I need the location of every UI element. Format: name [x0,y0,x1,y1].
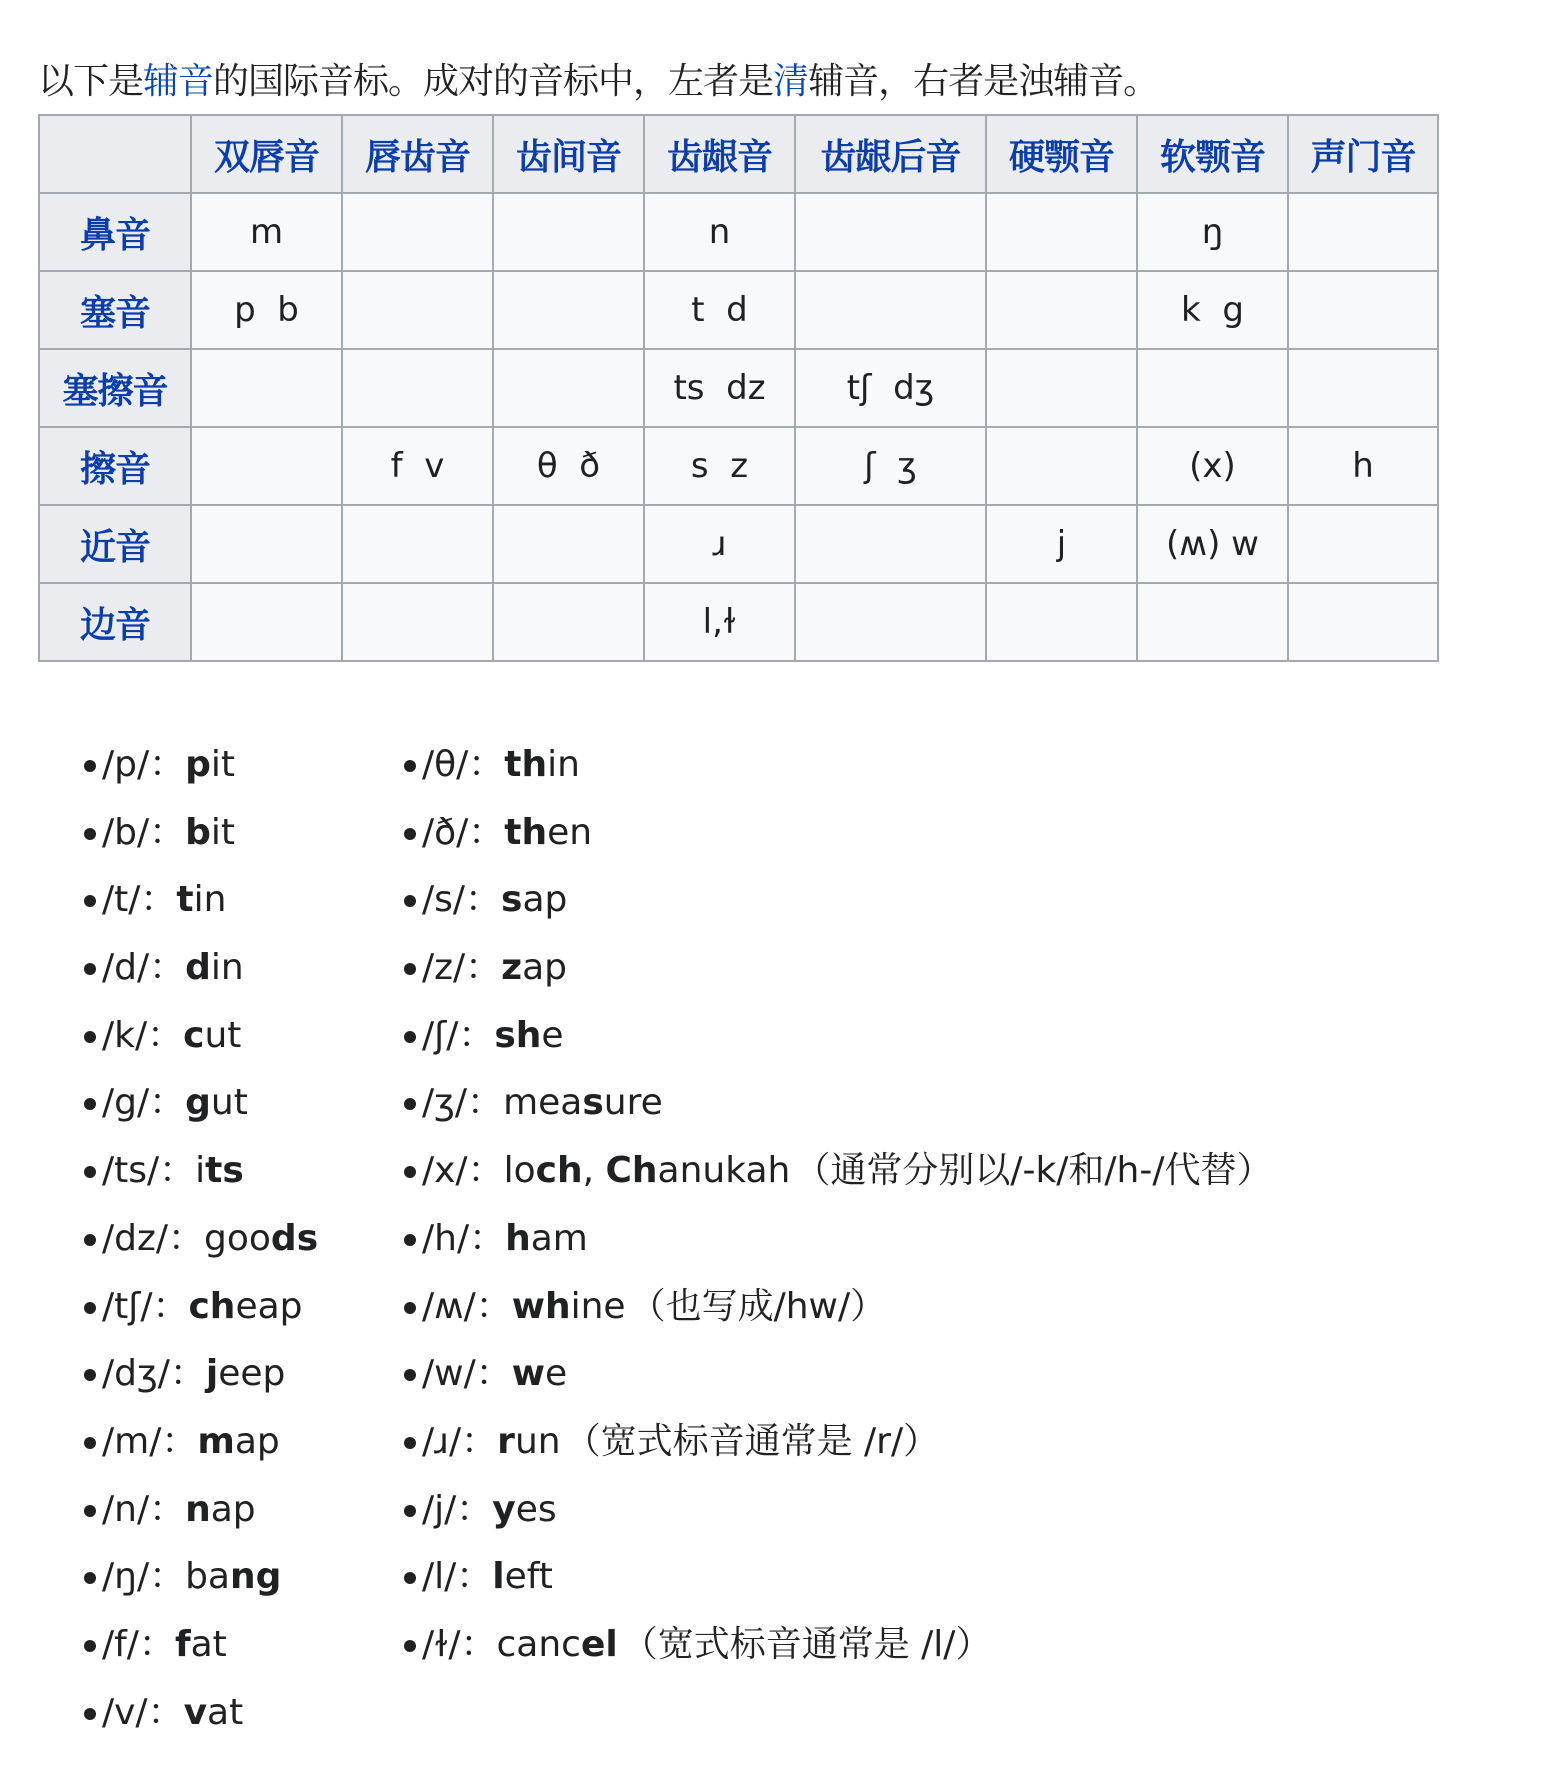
table-cell: θ ð [493,427,644,505]
table-cell: m [191,193,342,271]
list-item [84,871,318,939]
column-header[interactable] [644,115,795,193]
column-header[interactable] [1137,115,1288,193]
word-part: ap [522,879,568,921]
highlighted-letters: z [501,947,523,989]
highlighted-letters: b [185,811,211,853]
column-header[interactable] [986,115,1137,193]
example-word [497,1421,560,1462]
list-item [84,1413,318,1481]
intro-text: 辅音，右者是浊辅音。 [808,61,1159,102]
word-part: i [195,1150,206,1192]
example-word [504,1150,791,1191]
example-word [504,812,592,853]
column-header[interactable] [191,115,342,193]
table-cell: (ʍ) w [1137,505,1288,583]
highlighted-letters: ch [535,1150,583,1192]
row-header-link[interactable]: 鼻音 [79,214,150,256]
highlighted-letters: l [492,1556,505,1598]
ipa-symbol: /ð/： [422,811,505,853]
ipa-symbol: /tʃ/： [102,1285,189,1327]
highlighted-letters: v [183,1691,208,1733]
bullet-icon [84,1572,96,1584]
highlighted-letters: ds [270,1217,319,1259]
ipa-symbol: /h/： [422,1217,506,1259]
list-item [84,1007,318,1075]
bullet-icon [84,1031,96,1043]
table-row [39,271,1438,349]
word-part: ine [570,1285,626,1327]
table-cell: l,ɫ [644,583,795,661]
column-header-link[interactable]: 双唇音 [213,136,319,178]
word-part: at [190,1623,227,1665]
ipa-symbol: /ŋ/： [102,1556,186,1598]
table-cell: ʃ ʒ [795,427,986,505]
ipa-symbol: /ʍ/： [422,1285,512,1327]
link-consonant[interactable]: 辅音 [143,61,214,102]
example-word [185,744,235,785]
table-cell [986,271,1137,349]
table-cell [493,583,644,661]
word-part: ba [185,1556,230,1598]
example-word [185,1082,248,1123]
highlighted-letters: sh [494,1014,542,1056]
table-cell [493,193,644,271]
table-cell: ŋ [1137,193,1288,271]
list-item [404,1278,1273,1346]
ipa-symbol: /d/： [102,947,186,989]
list-item [84,1481,318,1549]
list-item [84,804,318,872]
example-word [188,1286,302,1327]
bullet-icon [84,1166,96,1178]
table-cell [1288,349,1438,427]
column-header-link[interactable]: 齿龈后音 [820,136,961,178]
table-cell: s z [644,427,795,505]
highlighted-letters: ts [205,1150,244,1192]
list-item [404,1142,1273,1210]
example-word [185,812,235,853]
bullet-icon [404,963,416,975]
word-part: ap [522,947,568,989]
column-header-link[interactable]: 唇齿音 [364,136,470,178]
example-word [197,1421,279,1462]
word-part: eft [504,1556,553,1598]
table-cell [493,271,644,349]
list-item [84,736,318,804]
table-cell: k g [1137,271,1288,349]
bullet-icon [84,1302,96,1314]
bullet-icon [404,1234,416,1246]
word-part: mea [503,1082,583,1124]
ipa-symbol: /dz/： [102,1217,205,1259]
table-cell [795,583,986,661]
table-cell [191,583,342,661]
ipa-symbol: /ɹ/： [422,1420,498,1462]
bullet-icon [84,895,96,907]
list-item [404,736,1273,804]
table-cell [1137,583,1288,661]
list-item [404,804,1273,872]
bullet-icon [404,1505,416,1517]
example-word [504,744,580,785]
ipa-symbol: /f/： [102,1623,175,1665]
example-word [185,1489,256,1530]
table-row [39,349,1438,427]
row-header[interactable] [39,271,191,349]
table-header-row [39,115,1438,193]
word-part: it [210,811,236,853]
example-note: （宽式标音通常是 /r/） [564,1420,940,1462]
highlighted-letters: s [582,1082,604,1124]
example-note: （宽式标音通常是 /l/） [621,1623,992,1665]
table-cell [1137,349,1288,427]
table-cell [795,505,986,583]
bullet-icon [404,1166,416,1178]
example-word [494,1015,563,1056]
ipa-symbol: /ɫ/： [422,1623,497,1665]
example-list-left [84,736,318,1751]
highlighted-letters: f [174,1623,191,1665]
table-cell [191,427,342,505]
example-word [505,1218,588,1259]
table-cell: t d [644,271,795,349]
bullet-icon [84,760,96,772]
table-row [39,505,1438,583]
word-part: ap [210,1488,256,1530]
word-part: in [193,879,227,921]
ipa-symbol: /ts/： [102,1150,196,1192]
highlighted-letters: t [176,879,194,921]
list-item [84,1548,318,1616]
highlighted-letters: d [185,947,211,989]
highlighted-letters: th [504,744,548,785]
example-word [175,1624,227,1665]
ipa-symbol: /ʒ/： [422,1082,504,1124]
table-cell [342,505,493,583]
bullet-icon [84,1369,96,1381]
table-cell [1288,505,1438,583]
table-cell [493,505,644,583]
bullet-icon [84,1505,96,1517]
bullet-icon [404,1640,416,1652]
ipa-symbol: /s/： [422,879,502,921]
word-part: goo [204,1217,271,1259]
ipa-symbol: /l/： [422,1556,493,1598]
table-row [39,583,1438,661]
example-note: （也写成/hw/） [629,1285,887,1327]
highlighted-letters: n [185,1488,211,1530]
word-part: lo [503,1150,536,1192]
list-item [404,871,1273,939]
ipa-symbol: /w/： [422,1353,512,1395]
bullet-icon [404,1302,416,1314]
word-part: in [210,947,244,989]
example-word [185,947,244,988]
example-word [176,879,226,920]
highlighted-letters: p [185,744,211,785]
list-item [84,1684,318,1752]
highlighted-letters: w [511,1353,545,1395]
column-header[interactable] [1288,115,1438,193]
row-header-link[interactable]: 塞擦音 [62,370,168,412]
highlighted-letters: h [505,1217,531,1259]
bullet-icon [84,1234,96,1246]
word-part: en [547,811,593,853]
table-cell [795,193,986,271]
table-cell [493,349,644,427]
table-cell [795,271,986,349]
word-part: eap [235,1285,303,1327]
ipa-symbol: /dʒ/： [102,1353,206,1395]
word-part: un [514,1420,561,1462]
word-part: eep [218,1353,286,1395]
table-cell: n [644,193,795,271]
row-header-link[interactable]: 塞音 [79,292,150,334]
row-header[interactable] [39,427,191,505]
consonant-table [38,114,1439,662]
bullet-icon [84,1098,96,1110]
highlighted-letters: th [504,811,548,853]
ipa-symbol: /n/： [102,1488,186,1530]
word-part: es [515,1488,557,1530]
list-item [84,1345,318,1413]
example-word [512,1286,626,1327]
table-row [39,427,1438,505]
list-item [404,1616,1273,1684]
ipa-symbol: /g/： [102,1082,186,1124]
list-item [404,1481,1273,1549]
example-word [492,1489,556,1530]
list-item [404,1345,1273,1413]
row-header-link[interactable]: 近音 [79,526,150,568]
highlighted-letters: m [197,1420,235,1462]
example-list-right [404,736,1273,1684]
table-cell [986,349,1137,427]
ipa-symbol: /j/： [422,1488,493,1530]
example-word [512,1353,567,1394]
word-part: ut [204,1014,242,1056]
highlighted-letters: s [501,879,523,921]
bullet-icon [404,760,416,772]
bullet-icon [84,1437,96,1449]
list-item [404,939,1273,1007]
example-word [501,947,567,988]
bullet-icon [84,963,96,975]
word-part: in [547,744,580,785]
table-cell [986,583,1137,661]
table-cell [1288,193,1438,271]
ipa-symbol: /b/： [102,811,186,853]
example-word [185,1556,281,1597]
list-item [84,1142,318,1210]
ipa-symbol: /t/： [102,879,177,921]
table-cell [986,193,1137,271]
intro-paragraph [38,56,1158,108]
highlighted-letters: r [497,1420,515,1462]
highlighted-letters: el [580,1623,618,1665]
intro-text: 的国际音标。成对的音标中，左者是 [213,61,774,102]
column-header-link[interactable]: 软颚音 [1159,136,1265,178]
list-item [84,1278,318,1346]
list-item [84,939,318,1007]
bullet-icon [404,1098,416,1110]
example-word [184,1692,244,1733]
word-part: ut [210,1082,248,1124]
example-word [204,1218,318,1259]
row-header-link[interactable]: 边音 [79,604,150,646]
word-part: am [530,1217,588,1259]
list-item [404,1074,1273,1142]
bullet-icon [404,1369,416,1381]
ipa-symbol: /x/： [422,1150,504,1192]
highlighted-letters: g [185,1082,211,1124]
table-cell [191,349,342,427]
bullet-icon [84,828,96,840]
highlighted-letters: c [183,1014,205,1056]
table-cell [1288,583,1438,661]
ipa-symbol: /p/： [102,744,186,785]
bullet-icon [404,1572,416,1584]
list-item [404,1413,1273,1481]
example-word [206,1353,286,1394]
column-header[interactable] [493,115,644,193]
highlighted-letters: wh [511,1285,571,1327]
column-header-link[interactable]: 声门音 [1310,136,1416,178]
row-header[interactable] [39,583,191,661]
bullet-icon [84,1708,96,1720]
word-part: at [207,1691,244,1733]
list-item [84,1616,318,1684]
word-part: anukah [657,1150,791,1192]
word-part: , [582,1150,606,1192]
bullet-icon [404,1437,416,1449]
example-word [501,879,567,920]
list-item [84,1074,318,1142]
column-header[interactable] [795,115,986,193]
table-cell [342,583,493,661]
ipa-symbol: /v/： [102,1691,184,1733]
highlighted-letters: j [205,1353,219,1395]
example-word [183,1015,241,1056]
word-part: e [541,1014,564,1056]
word-part: ure [603,1082,663,1124]
bullet-icon [404,1031,416,1043]
table-cell [342,271,493,349]
table-cell: ɹ [644,505,795,583]
highlighted-letters: ch [188,1285,236,1327]
table-cell [1288,271,1438,349]
table-cell: tʃ dʒ [795,349,986,427]
table-cell: j [986,505,1137,583]
example-word [195,1150,244,1191]
table-cell [342,349,493,427]
table-cell: f v [342,427,493,505]
intro-text: 以下是 [38,61,144,102]
list-item [404,1007,1273,1075]
table-cell [342,193,493,271]
example-word [492,1556,553,1597]
link-voiceless[interactable]: 清 [773,61,809,102]
ipa-symbol: /k/： [102,1014,184,1056]
bullet-icon [84,1640,96,1652]
row-header[interactable] [39,193,191,271]
table-cell [986,427,1137,505]
row-header[interactable] [39,349,191,427]
word-part: e [544,1353,568,1395]
word-part: ap [234,1420,280,1462]
table-cell: h [1288,427,1438,505]
bullet-icon [404,895,416,907]
ipa-symbol: /z/： [422,947,502,989]
table-row [39,193,1438,271]
bullet-icon [404,828,416,840]
word-part: it [210,744,236,785]
highlighted-letters: ng [230,1556,282,1598]
table-cell: (x) [1137,427,1288,505]
column-header-link[interactable]: 硬颚音 [1008,136,1114,178]
word-part: canc [496,1623,581,1665]
row-header[interactable] [39,505,191,583]
ipa-symbol: /m/： [102,1420,198,1462]
column-header-link[interactable]: 齿间音 [515,136,621,178]
example-word [497,1624,618,1665]
row-header-link[interactable]: 擦音 [79,448,150,490]
table-cell [191,505,342,583]
column-header-link[interactable]: 齿龈音 [666,136,772,178]
table-cell: p b [191,271,342,349]
list-item [404,1210,1273,1278]
ipa-symbol: /ʃ/： [422,1014,495,1056]
list-item [404,1548,1273,1616]
example-note: （通常分别以/-k/和/h-/代替） [794,1150,1273,1192]
column-header[interactable] [342,115,493,193]
highlighted-letters: Ch [605,1150,658,1192]
table-cell: ts dz [644,349,795,427]
ipa-symbol: /θ/： [422,744,505,785]
example-word [503,1082,663,1123]
table-corner [39,115,191,193]
highlighted-letters: y [492,1488,516,1530]
list-item [84,1210,318,1278]
